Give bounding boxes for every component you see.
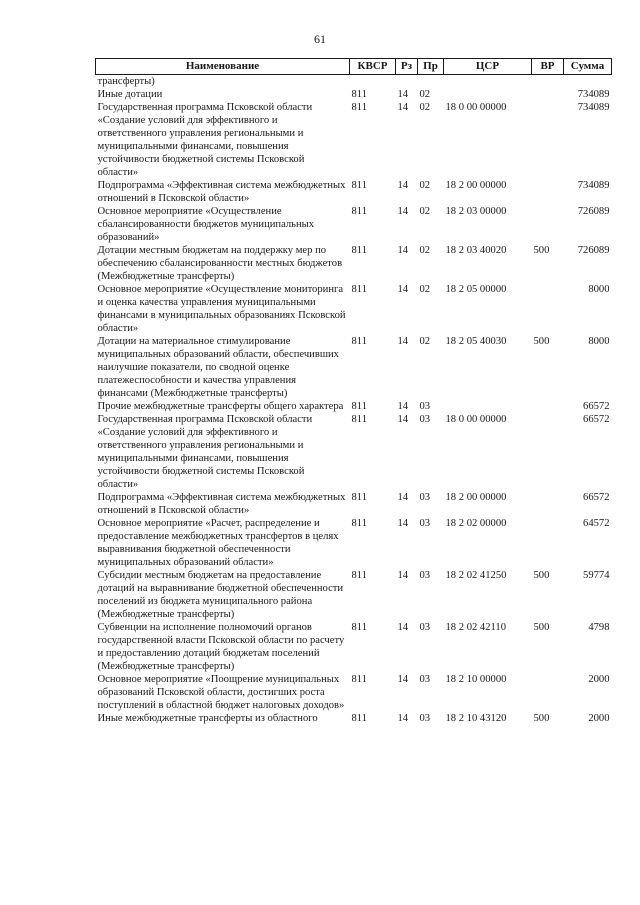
header-pr: Пр: [418, 59, 444, 75]
cell-name: Основное мероприятие «Расчет, распределение и предоставление межбюджетных трансфертов в целях выравнивания бюджетной обеспеченности муниципальных образований области»: [97, 518, 339, 568]
table-row: [96, 517, 612, 569]
cell-kvsr: 811: [351, 401, 367, 412]
table-row: [96, 88, 612, 101]
cell-csr: [444, 88, 532, 101]
cell-rz: 14: [397, 284, 409, 295]
table-header-row: [96, 59, 612, 75]
cell-name: Государственная программа Псковской области «Создание условий для эффективного и ответственного управления региональными и муниципальными финансами, повышения устойчивости бюджетной системы Псковской области»: [97, 414, 313, 490]
cell-vr: [532, 413, 564, 491]
cell-rz: 14: [397, 518, 409, 529]
cell-vr: [532, 101, 564, 179]
cell-rz: 14: [397, 180, 409, 191]
cell-vr: 500: [533, 622, 550, 633]
cell-name: Дотации местным бюджетам на поддержку мер по обеспечению сбалансированности местных бюджетов (Межбюджетные трансферты): [97, 245, 343, 282]
cell-rz: 14: [397, 713, 409, 724]
cell-rz: 14: [397, 674, 409, 685]
cell-rz: 14: [397, 102, 409, 113]
table-row: [96, 400, 612, 413]
header-kvsr: КВСР: [350, 59, 396, 75]
cell-sum: 8000: [588, 284, 610, 295]
header-name: Наименование: [96, 59, 350, 75]
cell-csr: 18 2 00 00000: [445, 492, 507, 503]
cell-pr: 03: [419, 414, 431, 425]
cell-vr: 500: [533, 570, 550, 581]
cell-csr: 18 2 02 41250: [445, 570, 507, 581]
cell-sum: 8000: [588, 336, 610, 347]
cell-csr: 18 2 05 40030: [445, 336, 507, 347]
cell-name: Подпрограмма «Эффективная система межбюджетных отношений в Псковской области»: [97, 492, 346, 516]
header-rz: Рз: [396, 59, 418, 75]
cell-kvsr: 811: [351, 622, 367, 633]
table-row: [96, 673, 612, 712]
cell-sum: 66572: [583, 401, 610, 412]
table-row: [96, 413, 612, 491]
cell-csr: 18 2 02 42110: [445, 622, 507, 633]
cell-kvsr: 811: [351, 206, 367, 217]
cell-pr: 03: [419, 492, 431, 503]
cell-name: Основное мероприятие «Осуществление мониторинга и оценка качества управления муниципальными финансами в муниципальных образованиях Псковской области»: [97, 284, 346, 334]
cell-sum: 734089: [577, 89, 610, 100]
cell-kvsr: 811: [351, 284, 367, 295]
cell-sum: 726089: [577, 206, 610, 217]
cell-csr: [444, 75, 532, 89]
table-row: [96, 621, 612, 673]
cell-pr: 03: [419, 674, 431, 685]
cell-rz: 14: [397, 245, 409, 256]
cell-rz: 14: [397, 336, 409, 347]
cell-name: Иные межбюджетные трансферты из областного: [97, 713, 318, 724]
cell-sum: 64572: [583, 518, 610, 529]
cell-name: Иные дотации: [97, 89, 163, 100]
cell-pr: 02: [419, 245, 431, 256]
cell-name: Субвенции на исполнение полномочий органов государственной власти Псковской области по расчету и предоставлению дотаций бюджетам поселений (Межбюджетные трансферты): [97, 622, 345, 672]
cell-name: Государственная программа Псковской области «Создание условий для эффективного и ответственного управления региональными и муниципальными финансами, повышения устойчивости бюджетной системы Псковской области»: [97, 102, 313, 178]
cell-rz: 14: [397, 206, 409, 217]
header-csr: ЦСР: [444, 59, 532, 75]
cell-vr: 500: [533, 336, 550, 347]
cell-pr: 03: [419, 518, 431, 529]
cell-csr: 18 2 02 00000: [445, 518, 507, 529]
budget-table: [95, 58, 612, 725]
cell-pr: 03: [419, 622, 431, 633]
cell-pr: 02: [419, 180, 431, 191]
cell-pr: 03: [419, 570, 431, 581]
table-row: [96, 283, 612, 335]
cell-csr: 18 2 03 40020: [445, 245, 507, 256]
cell-vr: [532, 400, 564, 413]
page-number: 61: [314, 32, 326, 46]
table-row: [96, 179, 612, 205]
table-row: [96, 75, 612, 89]
cell-rz: 14: [397, 492, 409, 503]
cell-sum: 59774: [583, 570, 610, 581]
cell-kvsr: 811: [351, 492, 367, 503]
cell-vr: [532, 179, 564, 205]
cell-vr: [532, 75, 564, 89]
cell-sum: 66572: [583, 492, 610, 503]
cell-rz: 14: [397, 89, 409, 100]
cell-vr: [532, 673, 564, 712]
cell-pr: 03: [419, 713, 431, 724]
cell-kvsr: 811: [351, 245, 367, 256]
cell-csr: 18 0 00 00000: [445, 414, 507, 425]
cell-pr: 02: [419, 336, 431, 347]
cell-vr: [532, 491, 564, 517]
header-vr: ВР: [532, 59, 564, 75]
cell-name: Основное мероприятие «Осуществление сбалансированности бюджетов муниципальных образований»: [97, 206, 315, 243]
cell-vr: [532, 88, 564, 101]
cell-sum: 2000: [588, 674, 610, 685]
cell-name: трансферты): [97, 76, 155, 87]
cell-sum: 734089: [577, 180, 610, 191]
cell-vr: [532, 517, 564, 569]
cell-name: Прочие межбюджетные трансферты общего характера: [97, 401, 344, 412]
cell-pr: 02: [419, 89, 431, 100]
cell-kvsr: 811: [351, 674, 367, 685]
cell-csr: 18 2 05 00000: [445, 284, 507, 295]
cell-sum: 2000: [588, 713, 610, 724]
cell-sum: 66572: [583, 414, 610, 425]
cell-kvsr: 811: [351, 414, 367, 425]
cell-rz: 14: [397, 414, 409, 425]
cell-csr: 18 2 03 00000: [445, 206, 507, 217]
cell-name: Дотации на материальное стимулирование муниципальных образований области, обеспечивших наилучшие показатели, по сводной оценке платежеспособности и качества управления финансами (Межбюджетные трансферты): [97, 336, 339, 399]
header-sum: Сумма: [564, 59, 612, 75]
cell-sum: 726089: [577, 245, 610, 256]
table-row: [96, 101, 612, 179]
cell-kvsr: 811: [351, 518, 367, 529]
cell-rz: 14: [397, 622, 409, 633]
table-row: [96, 205, 612, 244]
cell-pr: 02: [419, 206, 431, 217]
cell-kvsr: 811: [351, 180, 367, 191]
cell-csr: 18 2 10 43120: [445, 713, 507, 724]
cell-csr: 18 2 00 00000: [445, 180, 507, 191]
cell-vr: 500: [533, 245, 550, 256]
cell-sum: 734089: [577, 102, 610, 113]
table-row: [96, 569, 612, 621]
cell-csr: [444, 400, 532, 413]
cell-kvsr: 811: [351, 336, 367, 347]
cell-sum: [564, 75, 612, 89]
cell-vr: 500: [533, 713, 550, 724]
cell-name: Подпрограмма «Эффективная система межбюджетных отношений в Псковской области»: [97, 180, 346, 204]
cell-pr: 02: [419, 102, 431, 113]
cell-rz: 14: [397, 401, 409, 412]
table-row: [96, 491, 612, 517]
cell-kvsr: 811: [351, 89, 367, 100]
cell-pr: [418, 75, 444, 89]
table-row: [96, 244, 612, 283]
cell-name: Субсидии местным бюджетам на предоставление дотаций на выравнивание бюджетной обеспеченности поселений из бюджета муниципального района (Межбюджетные трансферты): [97, 570, 344, 620]
cell-kvsr: 811: [351, 713, 367, 724]
table-row: [96, 335, 612, 400]
cell-kvsr: 811: [351, 102, 367, 113]
cell-csr: 18 0 00 00000: [445, 102, 507, 113]
cell-csr: 18 2 10 00000: [445, 674, 507, 685]
table-row: [96, 712, 612, 725]
cell-kvsr: 811: [351, 570, 367, 581]
cell-pr: 03: [419, 401, 431, 412]
cell-kvsr: [350, 75, 396, 89]
cell-vr: [532, 283, 564, 335]
cell-vr: [532, 205, 564, 244]
cell-name: Основное мероприятие «Поощрение муниципальных образований Псковской области, достигших роста поступлений в областной бюджет налоговых доходов»: [97, 674, 345, 711]
cell-rz: [396, 75, 418, 89]
cell-pr: 02: [419, 284, 431, 295]
cell-sum: 4798: [588, 622, 610, 633]
cell-rz: 14: [397, 570, 409, 581]
